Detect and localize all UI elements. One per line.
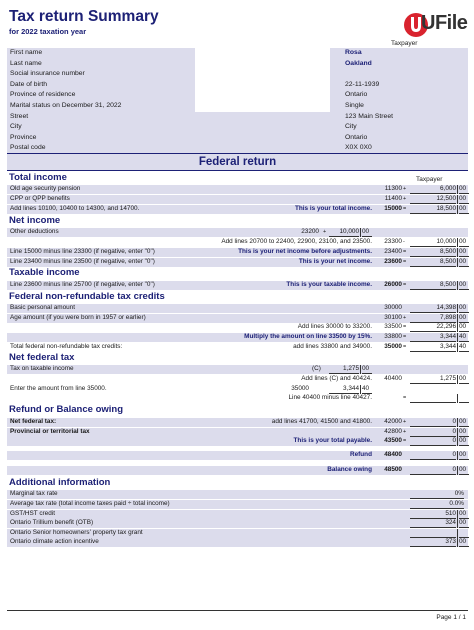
row-line-30000: Basic personal amount 30000 14,398 00 xyxy=(7,304,468,313)
id-row-province: Province Ontario xyxy=(7,133,468,144)
page-title: Tax return Summary xyxy=(9,8,159,25)
row-gst-hst-credit: GST/HST credit 510 00 xyxy=(7,510,468,519)
id-row-first-name: First name Rosa xyxy=(7,48,468,59)
section-net-federal-tax: Net federal tax xyxy=(9,352,75,363)
row-line-40400-minus: Line 40400 minus line 40427. = xyxy=(7,394,468,403)
postal-code-value: X0X 0X0 xyxy=(345,144,372,152)
id-row-last-name: Last name Oakland xyxy=(7,59,468,70)
id-row-postal-code: Postal code X0X 0X0 xyxy=(7,143,468,154)
row-line-23300: Add lines 20700 to 22400, 22900, 23100, and 23500. 23300 - 10,000 00 xyxy=(7,238,468,247)
province-residence-value: Ontario xyxy=(345,91,368,99)
row-line-11300: Old age security pension 11300 + 6,000 00 xyxy=(7,185,468,194)
row-line-33500: Add lines 30000 to 33200. 33500 = 22,296 00 xyxy=(7,323,468,332)
section-refund: Refund or Balance owing xyxy=(9,404,124,415)
id-row-street: Street 123 Main Street xyxy=(7,112,468,123)
section-credits: Federal non-refundable tax credits xyxy=(9,291,165,302)
row-line-30100: Age amount (if you were born in 1957 or earlier) 30100 + 7,898 00 xyxy=(7,314,468,323)
row-line-23600: Line 23400 minus line 23500 (if negative, enter "0") This is your net income. 23600 = 8,500 00 xyxy=(7,258,468,267)
row-line-33800: Multiply the amount on line 33500 by 15%. 33800 = 3,344 40 xyxy=(7,333,468,342)
last-name-value: Oakland xyxy=(345,59,372,67)
id-row-city: City City xyxy=(7,122,468,133)
row-average-tax-rate: Average tax rate (total income taxes paid ÷ total income) 0.0% xyxy=(7,500,468,509)
federal-return-band xyxy=(7,153,468,171)
row-line-35000-entry: Enter the amount from line 35000. 35000 3,344 40 xyxy=(7,385,468,394)
section-net-income: Net income xyxy=(9,215,61,226)
row-line-35000: Total federal non-refundable tax credits: add lines 33800 and 34900. 35000 = 3,344 40 xyxy=(7,343,468,352)
id-row-sin: Social insurance number xyxy=(7,69,468,80)
id-row-marital-status: Marital status on December 31, 2022 Single xyxy=(7,101,468,112)
logo-wordmark: UFile xyxy=(421,12,468,34)
row-line-43500: This is your total payable. 43500 = 0 00 xyxy=(7,437,468,446)
row-marginal-tax-rate: Marginal tax rate 0% xyxy=(7,490,468,499)
province-value: Ontario xyxy=(345,133,368,141)
page-number: Page 1 / 1 xyxy=(436,614,466,621)
row-line-23200: Other deductions 23200 + 10,000 00 xyxy=(7,228,468,237)
dob-value: 22-11-1939 xyxy=(345,80,380,88)
ufile-logo xyxy=(402,10,468,40)
row-climate-action-incentive: Ontario climate action incentive 373 00 xyxy=(7,538,468,547)
row-ontario-trillium-benefit: Ontario Trillium benefit (OTB) 324 00 xyxy=(7,519,468,528)
section-additional-info: Additional information xyxy=(9,477,111,488)
row-senior-homeowners-grant: Ontario Senior homeowners' property tax grant xyxy=(7,529,468,538)
city-value: City xyxy=(345,123,357,131)
street-value: 123 Main Street xyxy=(345,112,393,120)
row-line-23400: Line 15000 minus line 23300 (if negative, enter "0") This is your net income before adjustments. 23400 = 8,500 00 xyxy=(7,248,468,257)
id-row-dob: Date of birth 22-11-1939 xyxy=(7,80,468,91)
taxpayer-column-header-2: Taxpayer xyxy=(416,176,443,183)
taxpayer-column-header: Taxpayer xyxy=(391,40,418,47)
row-line-40400: Add lines (C) and 40424. 40400 1,275 00 xyxy=(7,375,468,384)
id-row-province-residence: Province of residence Ontario xyxy=(7,90,468,101)
page-subtitle: for 2022 taxation year xyxy=(9,27,87,36)
identification-section xyxy=(7,48,468,154)
row-line-48400: Refund 48400 0 00 xyxy=(7,451,468,460)
first-name-value: Rosa xyxy=(345,49,362,56)
section-total-income: Total income xyxy=(9,172,67,183)
marital-status-value: Single xyxy=(345,101,364,109)
section-taxable-income: Taxable income xyxy=(9,267,80,278)
row-line-42000: Net federal tax: add lines 41700, 41500 and 41800. 42000 + 0 00 xyxy=(7,418,468,427)
row-line-11400: CPP or QPP benefits 11400 + 12,500 00 xyxy=(7,195,468,204)
federal-return-title: Federal return xyxy=(198,156,277,168)
footer-divider xyxy=(7,610,468,611)
row-line-42800: Provincial or territorial tax 42800 + 0 00 xyxy=(7,428,468,437)
row-line-26000: Line 23600 minus line 25700 (if negative, enter "0") This is your taxable income. 26000 = 8,500 00 xyxy=(7,281,468,290)
row-line-48500: Balance owing 48500 0 00 xyxy=(7,466,468,475)
row-tax-on-taxable-income: Tax on taxable income (C) 1,275 00 xyxy=(7,365,468,374)
row-line-15000: Add lines 10100, 10400 to 14300, and 14700. This is your total income. 15000 = 18,500 00 xyxy=(7,205,468,214)
